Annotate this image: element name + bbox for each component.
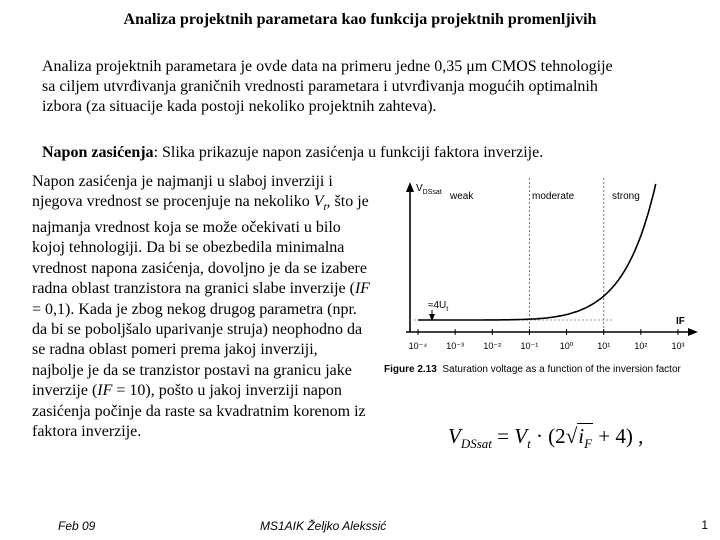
formula-eq: = (491, 424, 515, 448)
formula-lhs-sub: DSsat (460, 436, 492, 452)
vt-symbol: V (313, 193, 324, 211)
region-moderate-label: moderate (532, 191, 575, 202)
formula-lhs: V (448, 424, 461, 448)
x-tick-label: 10³ (671, 341, 685, 351)
footer-date: Feb 09 (58, 519, 96, 533)
intro-line-1: Analiza projektnih parametara je ovde data na primeru jedne 0,35 μm CMOS tehnologije (42, 58, 613, 75)
body-text-1: Napon zasićenja je najmanji u slaboj inverziji i njegova vrednost se procenjuje na nekoliko (32, 173, 333, 211)
body-text-3: = 0,1). Kada je zbog nekog drugog parametra (npr. da bi se poboljšalo uparivanje struja) neophodno da se radna oblast pomeri prema jakoj inverziji, najbolje je da se tranzistor postavi na granicu jake inverzije ( (32, 300, 363, 400)
if-symbol-1: IF (354, 280, 371, 298)
intro-line-3: izbora (za situacije kada postoji nekoliko projektnih zahteva). (42, 98, 437, 115)
formula-vt-sub: t (527, 436, 531, 452)
x-axis-arrow (688, 328, 698, 336)
footer-course: MS1AIK Željko Alekssić (260, 519, 387, 533)
formula-vt: V (514, 424, 528, 448)
saturation-voltage-chart (384, 174, 714, 360)
body-paragraph (32, 172, 372, 442)
x-tick-label: 10⁻¹ (520, 341, 539, 351)
vt-subscript: t (323, 201, 327, 214)
sqrt-radicand (577, 423, 593, 452)
figure-caption (384, 364, 681, 375)
formula-paren: · (2 (530, 424, 566, 448)
page-number: 1 (701, 518, 708, 532)
y-axis-label: $V_{DSsat}$ (416, 183, 442, 196)
x-tick-label: 10⁰ (559, 341, 574, 351)
y-axis-arrow (406, 182, 414, 192)
body-text-2: , što je najmanja vrednost koja se može očekivati u bilo kojoj tehnologiji. Da bi se obezbedila minimalna vrednost napona zasićenja, dovoljno je da se izabere radna oblast tranzistora na granici slabe inverzije ( (32, 193, 369, 298)
if-symbol-2: IF (97, 382, 113, 400)
region-strong-label: strong (612, 191, 640, 202)
section-intro (42, 143, 702, 163)
formula-if-var: i (578, 424, 585, 448)
section-text: : Slika prikazuje napon zasićenja u funkciji faktora inverzije. (153, 144, 544, 161)
section-heading: Napon zasićenja (42, 144, 154, 161)
body-text-4: = 10), pošto u jakoj inverziji napon zasićenja počinje da raste sa kvadratnim korenom iz faktora inverzije. (32, 382, 366, 441)
x-tick-label: 10¹ (597, 341, 611, 351)
region-weak-label: weak (450, 191, 474, 202)
x-tick-label: 10⁻² (483, 341, 502, 351)
x-axis-label: IF (676, 316, 685, 327)
formula-if-sub: F (584, 436, 593, 452)
intro-line-2: sa ciljem utvrđivanja graničnih vrednosti parametara i utvrđivanja mogućih optimalnih (42, 78, 598, 95)
x-tick-label: 10⁻³ (446, 341, 465, 351)
figure-caption-label: Figure 2.13 (384, 364, 437, 375)
figure-caption-text: Saturation voltage as a function of the inversion factor (442, 364, 681, 375)
page-title: Analiza projektnih parametara kao funkcija projektnih promenljivih (123, 11, 597, 28)
x-tick-label: 10² (634, 341, 648, 351)
formula-tail: + 4) , (593, 424, 644, 448)
intro-paragraph (42, 57, 702, 117)
vdssat-formula (448, 424, 643, 452)
x-tick-label: 10⁻⁴ (408, 341, 428, 351)
floor-label: $\approx 4U_t$ (428, 300, 449, 313)
vdssat-curve (418, 184, 656, 320)
sqrt-symbol: √ (565, 424, 578, 448)
